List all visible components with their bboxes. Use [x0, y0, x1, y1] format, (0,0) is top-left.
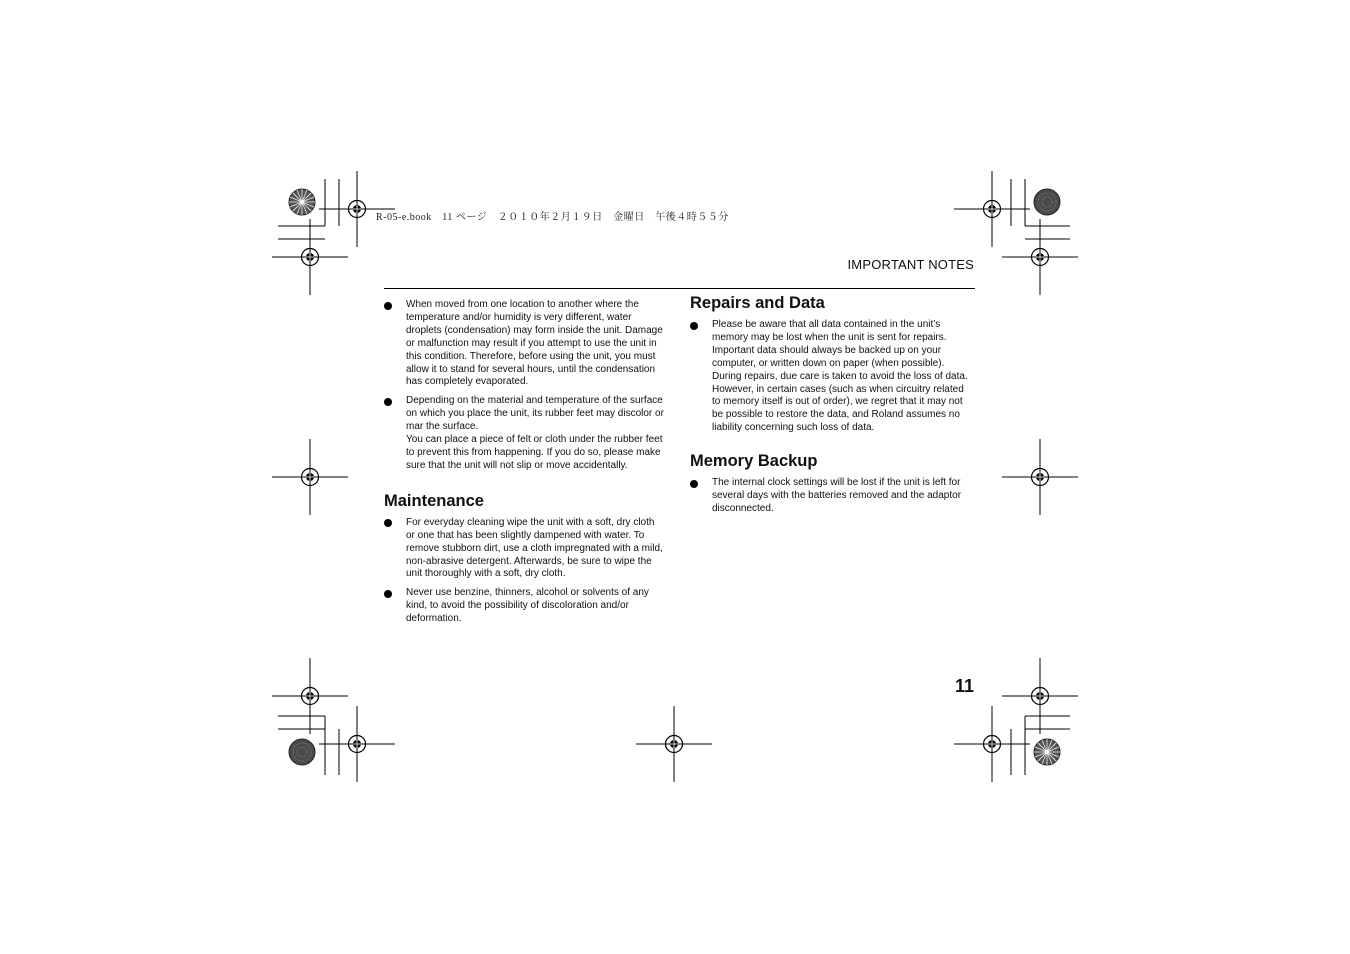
section-heading-maintenance: Maintenance	[384, 491, 484, 510]
bullet-icon	[384, 398, 392, 406]
maintenance-list	[384, 517, 666, 626]
right-column	[690, 292, 974, 516]
list-item	[384, 517, 666, 582]
print-header: R-05-e.book 11 ページ ２０１０年２月１９日 金曜日 午後４時５５分	[376, 212, 729, 223]
item-text: Depending on the material and temperature of the surface on which you place the unit, its rubber feet may discolor or mar the surface.	[406, 395, 664, 433]
section-heading-memory-backup: Memory Backup	[690, 452, 818, 471]
list-item	[384, 299, 666, 389]
list-item	[384, 587, 666, 626]
page-number: 11	[954, 676, 974, 696]
bullet-icon	[384, 302, 392, 310]
bullet-icon	[384, 590, 392, 598]
bullet-icon	[690, 480, 698, 488]
intro-list	[384, 299, 666, 473]
bullet-icon	[384, 519, 392, 527]
running-head: IMPORTANT NOTES	[847, 257, 974, 272]
item-text: Please be aware that all data contained in the unit’s memory may be lost when the unit is sent for repairs. Important data should always be backed up on your computer, or written down on paper (when possible). During repairs, due care is taken to avoid the loss of data. However, in certain cases (such as when circuitry related to memory itself is out of order), we regret that it may not be possible to restore the data, and Roland assumes no liability concerning such loss of data.	[712, 319, 968, 434]
memory-backup-list	[690, 477, 974, 516]
bullet-icon	[690, 322, 698, 330]
header-rule	[384, 288, 975, 289]
list-item	[690, 477, 974, 516]
item-text-continued: You can place a piece of felt or cloth under the rubber feet to prevent this from happening. If you do so, please make sure that the unit will not slip or move accidentally.	[406, 434, 663, 471]
section-heading-repairs: Repairs and Data	[690, 294, 825, 312]
item-text: The internal clock settings will be lost if the unit is left for several days with the batteries removed and the adaptor disconnected.	[712, 477, 962, 514]
left-column	[384, 299, 666, 626]
item-text: When moved from one location to another where the temperature and/or humidity is very different, water droplets (condensation) may form inside the unit. Damage or malfunction may result if you attempt to use the unit in this condition. Therefore, before using the unit, you must allow it to stand for several hours, until the condensation has completely evaporated.	[406, 299, 663, 388]
item-text: For everyday cleaning wipe the unit with a soft, dry cloth or one that has been slightly dampened with water. To remove stubborn dirt, use a cloth impregnated with a mild, non-abrasive detergent. Afterwards, be sure to wipe the unit thoroughly with a soft, dry cloth.	[406, 516, 663, 580]
list-item	[690, 319, 974, 435]
item-text: Never use benzine, thinners, alcohol or solvents of any kind, to avoid the possibility of discoloration and/or deformation.	[406, 587, 649, 625]
list-item	[384, 395, 666, 472]
repairs-list	[690, 319, 974, 435]
